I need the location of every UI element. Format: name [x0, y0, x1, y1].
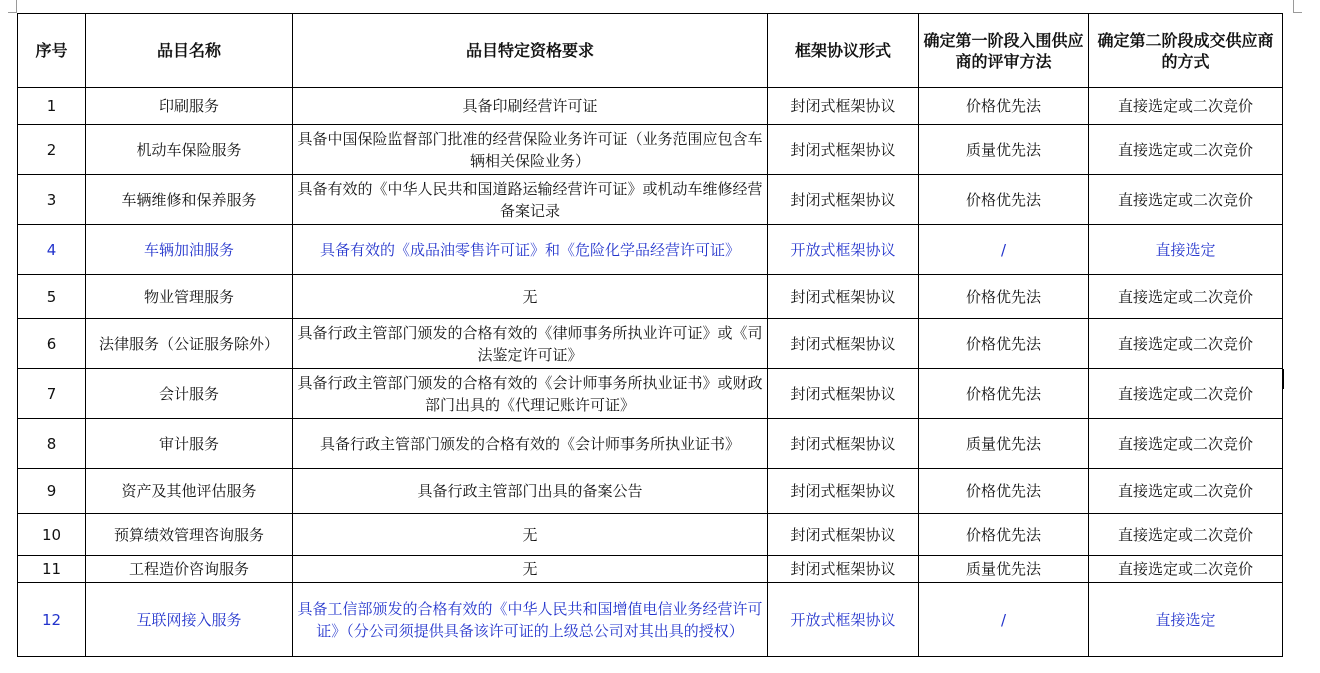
- cell-index: 10: [18, 514, 86, 556]
- cell-stage2: 直接选定或二次竞价: [1089, 275, 1283, 319]
- cell-stage2: 直接选定或二次竞价: [1089, 88, 1283, 125]
- cell-name: 车辆维修和保养服务: [86, 175, 293, 225]
- cell-stage2: 直接选定或二次竞价: [1089, 369, 1283, 419]
- cell-agreement: 开放式框架协议: [768, 225, 919, 275]
- cell-stage1: /: [919, 225, 1089, 275]
- table-row: [18, 556, 1283, 583]
- header-agreement: 框架协议形式: [768, 14, 919, 88]
- table-row: [18, 469, 1283, 514]
- cell-name: 印刷服务: [86, 88, 293, 125]
- cell-stage2: 直接选定或二次竞价: [1089, 125, 1283, 175]
- table-row: [18, 175, 1283, 225]
- cell-qualification: 具备中国保险监督部门批准的经营保险业务许可证（业务范围应包含车辆相关保险业务）: [293, 125, 768, 175]
- table-row: [18, 88, 1283, 125]
- header-qualification: 品目特定资格要求: [293, 14, 768, 88]
- cell-index: 12: [18, 583, 86, 657]
- cell-name: 物业管理服务: [86, 275, 293, 319]
- cell-stage1: 价格优先法: [919, 275, 1089, 319]
- cell-index: 8: [18, 419, 86, 469]
- cell-qualification: 具备印刷经营许可证: [293, 88, 768, 125]
- table-row: [18, 319, 1283, 369]
- cell-agreement: 封闭式框架协议: [768, 556, 919, 583]
- cell-qualification: 具备行政主管部门出具的备案公告: [293, 469, 768, 514]
- cell-name: 预算绩效管理咨询服务: [86, 514, 293, 556]
- cell-stage2: 直接选定或二次竞价: [1089, 319, 1283, 369]
- header-row: [18, 14, 1283, 88]
- cell-agreement: 封闭式框架协议: [768, 319, 919, 369]
- table-row: [18, 225, 1283, 275]
- cell-agreement: 封闭式框架协议: [768, 369, 919, 419]
- cell-qualification: 无: [293, 514, 768, 556]
- cell-index: 6: [18, 319, 86, 369]
- text-cursor: [1282, 369, 1284, 389]
- cell-stage2: 直接选定: [1089, 583, 1283, 657]
- cell-stage2: 直接选定或二次竞价: [1089, 514, 1283, 556]
- cell-name: 互联网接入服务: [86, 583, 293, 657]
- page-corner-mark-left: [8, 0, 17, 13]
- cell-agreement: 封闭式框架协议: [768, 88, 919, 125]
- cell-stage1: 价格优先法: [919, 319, 1089, 369]
- table-row: [18, 419, 1283, 469]
- cell-index: 1: [18, 88, 86, 125]
- table-row: [18, 125, 1283, 175]
- cell-stage2: 直接选定: [1089, 225, 1283, 275]
- cell-agreement: 封闭式框架协议: [768, 469, 919, 514]
- cell-name: 审计服务: [86, 419, 293, 469]
- header-name: 品目名称: [86, 14, 293, 88]
- cell-index: 4: [18, 225, 86, 275]
- cell-agreement: 封闭式框架协议: [768, 125, 919, 175]
- cell-stage2: 直接选定或二次竞价: [1089, 175, 1283, 225]
- cell-name: 会计服务: [86, 369, 293, 419]
- cell-agreement: 封闭式框架协议: [768, 514, 919, 556]
- cell-qualification: 具备行政主管部门颁发的合格有效的《律师事务所执业许可证》或《司法鉴定许可证》: [293, 319, 768, 369]
- cell-name: 法律服务（公证服务除外）: [86, 319, 293, 369]
- cell-qualification: 具备有效的《成品油零售许可证》和《危险化学品经营许可证》: [293, 225, 768, 275]
- cell-qualification: 具备工信部颁发的合格有效的《中华人民共和国增值电信业务经营许可证》（分公司须提供具备该许可证的上级总公司对其出具的授权）: [293, 583, 768, 657]
- cell-stage1: 质量优先法: [919, 419, 1089, 469]
- table-row: [18, 514, 1283, 556]
- table-row: [18, 369, 1283, 419]
- cell-qualification: 具备行政主管部门颁发的合格有效的《会计师事务所执业证书》或财政部门出具的《代理记账许可证》: [293, 369, 768, 419]
- cell-name: 机动车保险服务: [86, 125, 293, 175]
- cell-name: 工程造价咨询服务: [86, 556, 293, 583]
- cell-qualification: 无: [293, 556, 768, 583]
- cell-stage1: 质量优先法: [919, 125, 1089, 175]
- cell-qualification: 无: [293, 275, 768, 319]
- cell-index: 3: [18, 175, 86, 225]
- cell-stage1: 价格优先法: [919, 514, 1089, 556]
- cell-index: 9: [18, 469, 86, 514]
- cell-stage2: 直接选定或二次竞价: [1089, 469, 1283, 514]
- cell-stage1: 价格优先法: [919, 175, 1089, 225]
- cell-index: 2: [18, 125, 86, 175]
- cell-index: 7: [18, 369, 86, 419]
- cell-name: 车辆加油服务: [86, 225, 293, 275]
- header-stage1: 确定第一阶段入围供应商的评审方法: [919, 14, 1089, 88]
- cell-stage2: 直接选定或二次竞价: [1089, 419, 1283, 469]
- page-corner-mark-right: [1293, 0, 1302, 13]
- cell-stage1: 价格优先法: [919, 369, 1089, 419]
- cell-stage1: /: [919, 583, 1089, 657]
- cell-qualification: 具备有效的《中华人民共和国道路运输经营许可证》或机动车维修经营备案记录: [293, 175, 768, 225]
- header-index: 序号: [18, 14, 86, 88]
- cell-stage1: 质量优先法: [919, 556, 1089, 583]
- table-row: [18, 583, 1283, 657]
- cell-agreement: 开放式框架协议: [768, 583, 919, 657]
- cell-agreement: 封闭式框架协议: [768, 419, 919, 469]
- cell-index: 11: [18, 556, 86, 583]
- cell-stage2: 直接选定或二次竞价: [1089, 556, 1283, 583]
- cell-index: 5: [18, 275, 86, 319]
- table-row: [18, 275, 1283, 319]
- header-stage2: 确定第二阶段成交供应商的方式: [1089, 14, 1283, 88]
- cell-stage1: 价格优先法: [919, 469, 1089, 514]
- cell-qualification: 具备行政主管部门颁发的合格有效的《会计师事务所执业证书》: [293, 419, 768, 469]
- cell-agreement: 封闭式框架协议: [768, 275, 919, 319]
- cell-stage1: 价格优先法: [919, 88, 1089, 125]
- cell-name: 资产及其他评估服务: [86, 469, 293, 514]
- procurement-table: [17, 13, 1283, 657]
- cell-agreement: 封闭式框架协议: [768, 175, 919, 225]
